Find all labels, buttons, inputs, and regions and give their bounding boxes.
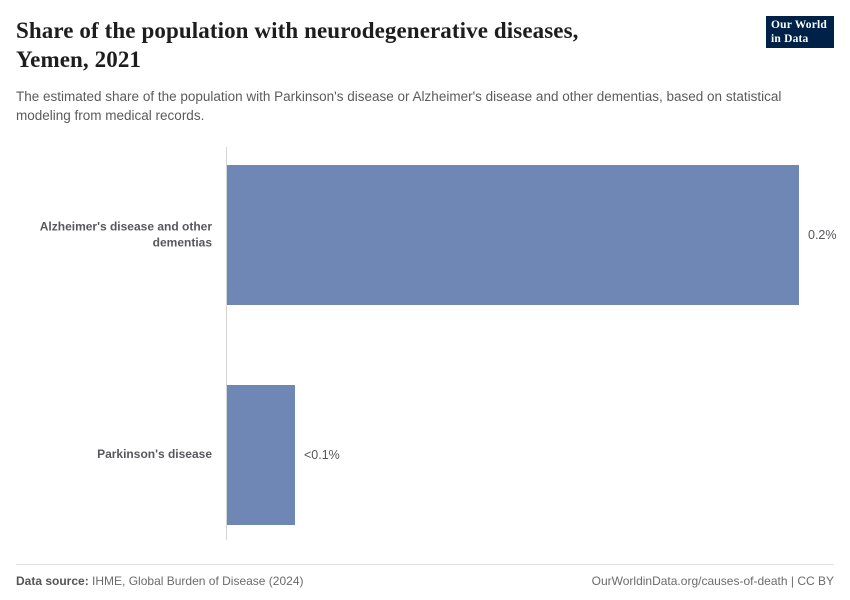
bar-value-label: 0.2%	[808, 228, 837, 243]
logo-line-2: in Data	[771, 32, 809, 45]
footer-attribution	[592, 574, 834, 588]
our-world-in-data-logo[interactable]	[766, 16, 834, 48]
bar-row	[16, 165, 837, 305]
bar-category-label: Alzheimer's disease and other dementias	[39, 219, 212, 250]
license-label[interactable]: CC BY	[797, 574, 834, 588]
page-title: Share of the population with neurodegenerative diseases, Yemen, 2021	[16, 18, 579, 73]
data-source-label: Data source:	[16, 574, 89, 588]
bar-alzheimers-disease-and-other-dementias[interactable]	[227, 165, 799, 305]
data-source	[16, 574, 303, 588]
bar-category-label: Parkinson's disease	[97, 447, 212, 462]
data-source-text: IHME, Global Burden of Disease (2024)	[92, 574, 304, 588]
chart-footer	[16, 564, 834, 588]
footer-separator: |	[790, 574, 794, 588]
bars-container	[16, 147, 837, 540]
logo-line-1: Our World	[771, 19, 828, 31]
chart-subtitle: The estimated share of the population with Parkinson's disease or Alzheimer's disease and other dementias, based on statistical modeling from medical records.	[16, 88, 782, 124]
bar-parkinsons-disease[interactable]	[227, 385, 295, 525]
bar-value-label: <0.1%	[304, 448, 340, 463]
chart-header	[16, 16, 834, 125]
bar-row	[16, 385, 834, 525]
site-url[interactable]: OurWorldinData.org/causes-of-death	[591, 574, 788, 588]
bar-chart	[16, 147, 837, 562]
